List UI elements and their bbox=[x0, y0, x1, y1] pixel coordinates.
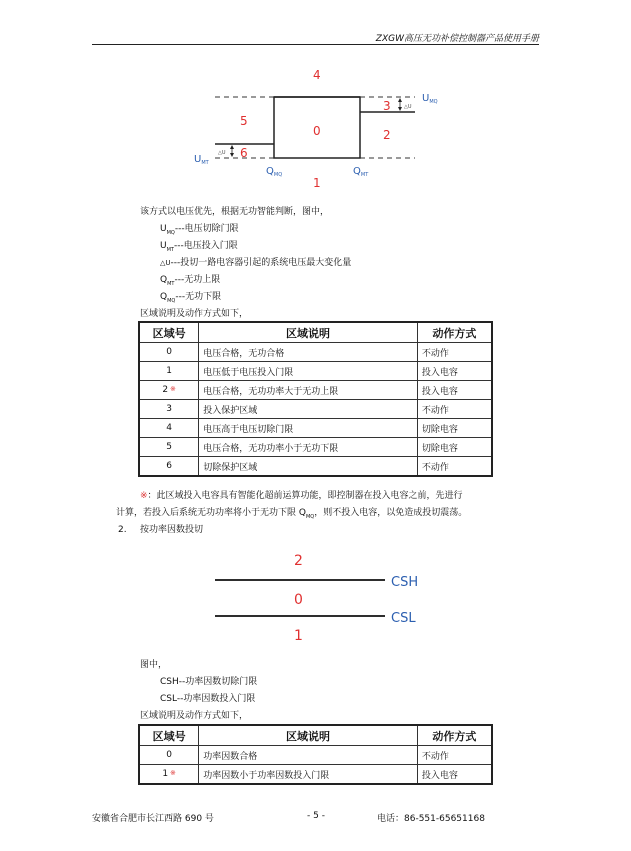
table-cell: 不动作 bbox=[417, 343, 492, 362]
definition-umt: $U_{MT}---$电压投入门限 bbox=[160, 241, 238, 253]
table-row bbox=[139, 381, 492, 400]
umq-label: $U_{MQ}$ bbox=[422, 93, 438, 105]
header-zone-desc: 区域说明 bbox=[199, 322, 418, 343]
definition-csl: CSL--功率因数投入门限 bbox=[160, 694, 256, 704]
header-action: 动作方式 bbox=[417, 322, 492, 343]
table-row bbox=[139, 765, 492, 785]
table-cell: 2 ※ bbox=[139, 381, 199, 400]
table-cell: 6 bbox=[139, 457, 199, 477]
table-cell: 电压低于电压投入门限 bbox=[199, 362, 418, 381]
table-cell: 不动作 bbox=[417, 400, 492, 419]
footer-phone: 电话：86-551-65651168 bbox=[377, 814, 485, 824]
table-cell: 切除保护区域 bbox=[199, 457, 418, 477]
definition-qmt: $Q_{MT}---$无功上限 bbox=[160, 275, 221, 287]
note-mark: ※ bbox=[170, 769, 176, 777]
table-header-row bbox=[139, 322, 492, 343]
zone-label-2: 2 bbox=[294, 553, 303, 569]
note-line-2: 计算，若投入后系统无功功率将小于无功下限 $Q_{MQ}$，则不投入电容，以免造成投切震荡。 bbox=[116, 508, 468, 520]
zone-label-3: 3 bbox=[383, 99, 391, 113]
table1-intro: 区域说明及动作方式如下， bbox=[140, 309, 249, 319]
table-cell: 功率因数小于功率因数投入门限 bbox=[199, 765, 418, 785]
table-row bbox=[139, 746, 492, 765]
zone-label-1: 1 bbox=[313, 176, 321, 190]
zone-label-5: 5 bbox=[240, 114, 248, 128]
power-factor-zone-diagram bbox=[205, 548, 435, 648]
header-divider bbox=[92, 44, 539, 45]
delta-u-label-left: △U bbox=[218, 150, 226, 156]
document-header-title: ZXGW高压无功补偿控制器产品使用手册 bbox=[375, 34, 539, 44]
table-cell: 切除电容 bbox=[417, 419, 492, 438]
definition-qmq: $Q_{MQ}---$无功下限 bbox=[160, 292, 222, 304]
header-zone-desc: 区域说明 bbox=[199, 725, 418, 746]
note-mark: ※ bbox=[170, 385, 176, 393]
zone-label-2: 2 bbox=[383, 128, 391, 142]
intro2-line: 图中， bbox=[140, 660, 168, 670]
definition-delta-u: △U---投切一路电容器引起的系统电压最大变化量 bbox=[160, 258, 352, 268]
header-action: 动作方式 bbox=[417, 725, 492, 746]
table-cell: 电压合格，无功功率大于无功上限 bbox=[199, 381, 418, 400]
zone-label-6: 6 bbox=[240, 146, 248, 160]
definition-csh: CSH--功率因数切除门限 bbox=[160, 677, 258, 687]
qmq-label: $Q_{MQ}$ bbox=[266, 166, 283, 178]
table-cell: 电压合格，无功合格 bbox=[199, 343, 418, 362]
table-cell: 投入电容 bbox=[417, 381, 492, 400]
table-row bbox=[139, 419, 492, 438]
table-cell: 5 bbox=[139, 438, 199, 457]
zone-label-4: 4 bbox=[313, 68, 321, 82]
table-cell: 投入电容 bbox=[417, 765, 492, 785]
footer-address: 安徽省合肥市长江西路 690 号 bbox=[92, 814, 214, 824]
table-row bbox=[139, 362, 492, 381]
zone-label-0: 0 bbox=[313, 124, 321, 138]
table-cell: 电压高于电压切除门限 bbox=[199, 419, 418, 438]
qmt-label: $Q_{MT}$ bbox=[353, 166, 369, 178]
intro-line: 该方式以电压优先，根据无功智能判断，图中， bbox=[140, 207, 330, 217]
footer-page-number: - 5 - bbox=[307, 811, 325, 821]
csh-label: CSH bbox=[391, 575, 419, 590]
zone-label-1: 1 bbox=[294, 628, 303, 644]
table-cell: 1 bbox=[139, 362, 199, 381]
table-cell: 投入保护区域 bbox=[199, 400, 418, 419]
csl-label: CSL bbox=[391, 611, 416, 626]
table-row bbox=[139, 343, 492, 362]
table-row bbox=[139, 438, 492, 457]
delta-u-label-right: △U bbox=[404, 104, 412, 110]
header-zone-no: 区域号 bbox=[139, 322, 199, 343]
table-cell: 切除电容 bbox=[417, 438, 492, 457]
note-line-1: ※：此区域投入电容具有智能化超前运算功能，即控制器在投入电容之前，先进行 bbox=[140, 491, 463, 501]
table-cell: 4 bbox=[139, 419, 199, 438]
table-cell: 功率因数合格 bbox=[199, 746, 418, 765]
table-cell: 3 bbox=[139, 400, 199, 419]
table-row bbox=[139, 457, 492, 477]
umt-label: $U_{MT}$ bbox=[194, 154, 209, 166]
table-row bbox=[139, 400, 492, 419]
power-factor-action-table bbox=[138, 724, 493, 785]
table-cell: 不动作 bbox=[417, 457, 492, 477]
table-header-row bbox=[139, 725, 492, 746]
section-2-title: 按功率因数投切 bbox=[140, 525, 204, 535]
definition-umq: $U_{MQ}---$电压切除门限 bbox=[160, 224, 239, 236]
zone-action-table bbox=[138, 321, 493, 477]
table-cell: 0 bbox=[139, 343, 199, 362]
section-2-number: 2. bbox=[118, 525, 127, 535]
table-cell: 不动作 bbox=[417, 746, 492, 765]
voltage-reactive-zone-diagram bbox=[180, 60, 470, 195]
table-cell: 投入电容 bbox=[417, 362, 492, 381]
table2-intro: 区域说明及动作方式如下， bbox=[140, 711, 249, 721]
zone-label-0: 0 bbox=[294, 592, 303, 608]
table-cell: 1 ※ bbox=[139, 765, 199, 785]
table-cell: 电压合格，无功功率小于无功下限 bbox=[199, 438, 418, 457]
header-zone-no: 区域号 bbox=[139, 725, 199, 746]
table-cell: 0 bbox=[139, 746, 199, 765]
